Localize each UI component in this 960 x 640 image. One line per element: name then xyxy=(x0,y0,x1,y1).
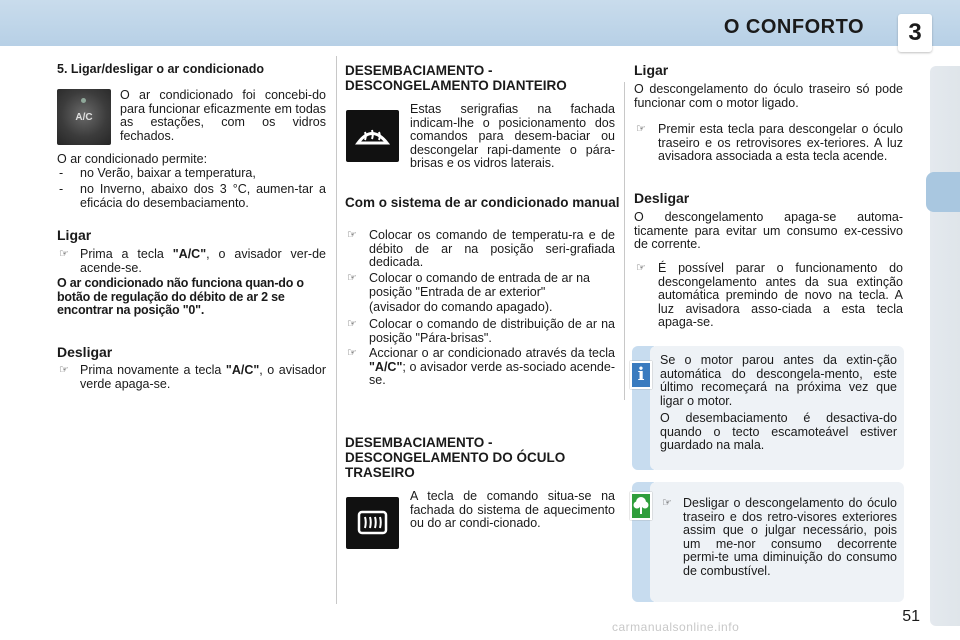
hand-pointer-icon: ☞ xyxy=(347,347,357,359)
rear-ligar-title: Ligar xyxy=(634,62,669,78)
ac-allows-text: O ar condicionado permite: xyxy=(57,152,208,166)
ac-button-icon xyxy=(57,89,111,145)
rear-ligar-text: O descongelamento do óculo traseiro só pode funcionar com o motor ligado. xyxy=(634,82,903,110)
front-demist-text: Estas serigrafias na fachada indicam-lhe o posicionamento dos comandos para desem-baciar ou descongelar rapi-damente o pára-brisas e os vidros laterais. xyxy=(410,102,615,171)
hand-pointer-icon: ☞ xyxy=(347,272,357,284)
dash-marker: - xyxy=(59,166,64,180)
page-number: 51 xyxy=(902,608,920,625)
hand-pointer-icon: ☞ xyxy=(636,262,646,274)
rear-demist-heading: DESEMBACIAMENTO - DESCONGELAMENTO DO ÓCULO TRASEIRO xyxy=(345,435,566,480)
section-heading-ac: 5. Ligar/desligar o ar condicionado xyxy=(57,62,264,76)
hand-pointer-icon: ☞ xyxy=(347,229,357,241)
windscreen-demist-icon xyxy=(346,110,399,162)
ac-ligar-text: Prima a tecla "A/C", o avisador ver-de acende-se. xyxy=(80,247,326,275)
hand-pointer-icon: ☞ xyxy=(59,248,69,260)
manual-item: Accionar o ar condicionado através da tecla "A/C"; o avisador verde as-sociado acende-se. xyxy=(369,346,615,388)
watermark: carmanualsonline.info xyxy=(612,620,740,634)
hand-pointer-icon: ☞ xyxy=(347,318,357,330)
hand-pointer-icon: ☞ xyxy=(59,364,69,376)
ac-button-label: A/C xyxy=(75,112,93,123)
info-note-p1: Se o motor parou antes da extin-ção automática do descongela-mento, este último recomeçará na próxima vez que ligar o motor. xyxy=(660,353,897,408)
ac-led-icon xyxy=(81,98,86,103)
manual-item: Colocar o comando de distribuição de ar na posição "Pára-brisas". xyxy=(369,317,615,345)
info-note-p2: O desembaciamento é desactiva-do quando o tecto escamoteável estiver guardado na mala. xyxy=(660,411,897,453)
rear-demist-text: A tecla de comando situa-se na fachada do sistema de aquecimento ou do ar condi-cionado. xyxy=(410,489,615,531)
dash-marker: - xyxy=(59,182,64,196)
info-icon: i xyxy=(630,361,652,389)
column-divider xyxy=(624,82,625,400)
chapter-number: 3 xyxy=(908,19,922,46)
manual-item-note: (avisador do comando apagado). xyxy=(369,300,553,314)
rear-desligar-title: Desligar xyxy=(634,190,690,206)
front-demist-heading: DESEMBACIAMENTO - DESCONGELAMENTO DIANTEIRO xyxy=(345,63,567,93)
eco-note-text: Desligar o descongelamento do óculo traseiro e dos retro-visores exteriores assim que o julgar necessário, pois um me-nor consumo decorrente permi-te uma diminuição do consumo de combustível. xyxy=(683,496,897,578)
rear-window-demist-icon xyxy=(346,497,399,549)
manual-item: Colocar o comando de entrada de ar na posição "Entrada de ar exterior" xyxy=(369,271,590,299)
hand-pointer-icon: ☞ xyxy=(662,497,672,509)
rear-desligar-text: O descongelamento apaga-se automa-ticamente para evitar um consumo ex-cessivo de corrente. xyxy=(634,210,903,252)
ac-item-summer: no Verão, baixar a temperatura, xyxy=(80,166,256,180)
page-title: O CONFORTO xyxy=(723,16,864,38)
tree-icon xyxy=(630,492,652,520)
ac-desligar-title: Desligar xyxy=(57,344,113,360)
hand-pointer-icon: ☞ xyxy=(636,123,646,135)
chapter-side-marker xyxy=(926,172,960,212)
ac-ligar-title: Ligar xyxy=(57,227,92,243)
chapter-side-strip xyxy=(930,66,960,626)
rear-ligar-bullet: Premir esta tecla para descongelar o óculo traseiro e os retrovisores ex-teriores. A luz avisadora associada a esta tecla acende. xyxy=(658,122,903,164)
ac-warning-text: O ar condicionado não funciona quan-do o botão de regulação do débito de ar 2 se encontrar na posição "0". xyxy=(57,276,304,318)
ac-item-winter: no Inverno, abaixo dos 3 °C, aumen-tar a eficácia do desembaciamento. xyxy=(80,182,326,210)
column-divider xyxy=(336,56,337,604)
ac-intro-text: O ar condicionado foi concebi-do para funcionar eficazmente em todas as estações, com os vidros fechados. xyxy=(120,88,326,143)
rear-desligar-bullet: É possível parar o funcionamento do descongelamento antes da sua extinção automática premindo de novo na tecla. A luz avisadora asso-ciada a esta tecla apaga-se. xyxy=(658,261,903,330)
manual-ac-heading: Com o sistema de ar condicionado manual xyxy=(345,195,620,210)
ac-desligar-text: Prima novamente a tecla "A/C", o avisador verde apaga-se. xyxy=(80,363,326,391)
manual-item: Colocar os comando de temperatu-ra e de débito de ar na posição seri-grafiada dedicada. xyxy=(369,228,615,270)
